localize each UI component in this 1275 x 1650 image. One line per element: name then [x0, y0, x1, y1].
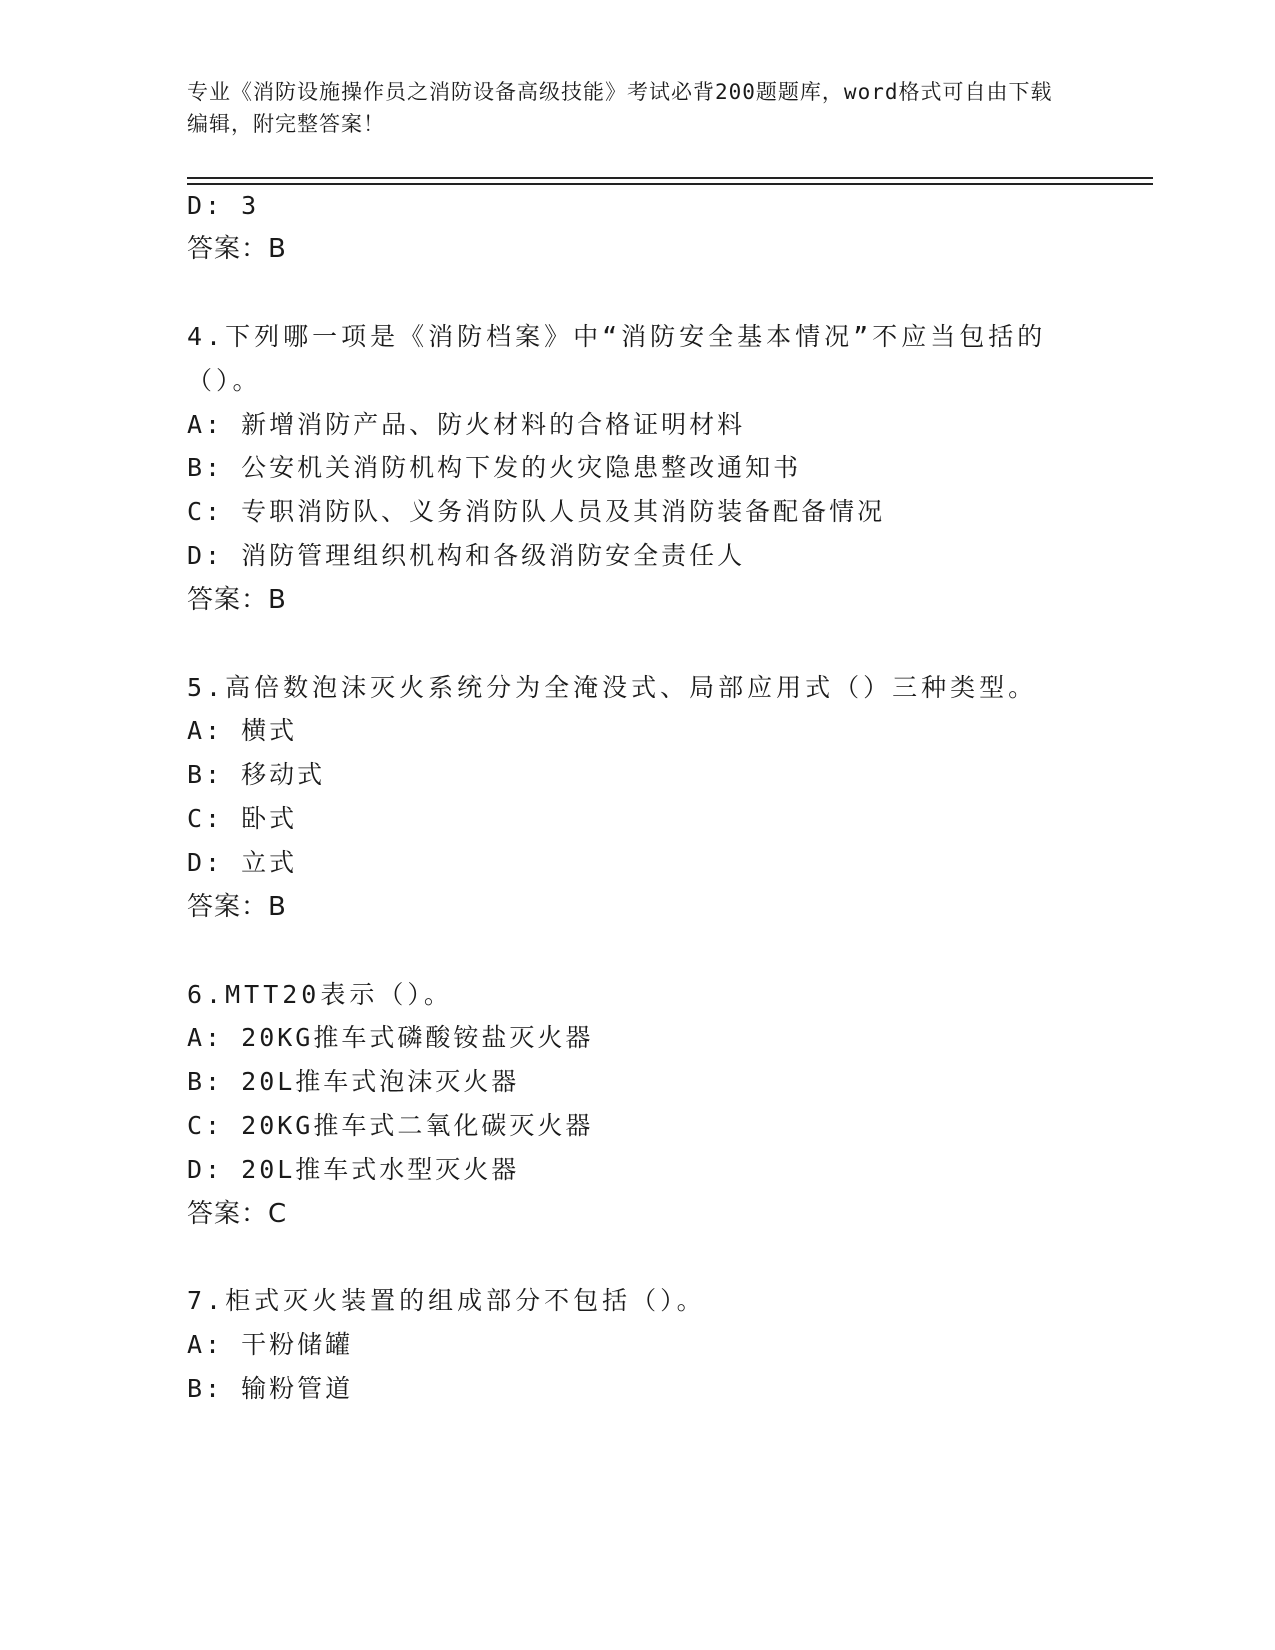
header-divider-bottom: [187, 183, 1153, 185]
header-divider-top: [187, 177, 1153, 179]
question-6-option-b: B: 20L推车式泡沫灭火器: [187, 1067, 520, 1096]
question-5-answer: 答案：B: [187, 892, 287, 922]
question-6-option-c: C: 20KG推车式二氧化碳灭火器: [187, 1111, 594, 1140]
question-5-option-c: C: 卧式: [187, 804, 298, 833]
question-4-stem-cont: （）。: [187, 366, 262, 395]
question-6-answer: 答案：C: [187, 1199, 288, 1229]
question-6-option-d: D: 20L推车式水型灭火器: [187, 1155, 520, 1184]
answer-line: 答案：B: [187, 234, 287, 264]
question-5-option-a: A: 横式: [187, 716, 298, 745]
question-4-stem: 4.下列哪一项是《消防档案》中“消防安全基本情况”不应当包括的: [187, 322, 1047, 351]
document-header: 专业《消防设施操作员之消防设备高级技能》考试必背200题题库，word格式可自由下载编辑，附完整答案！: [187, 80, 1053, 136]
option-d: D: 3: [187, 191, 260, 220]
question-5-stem: 5.高倍数泡沫灭火系统分为全淹没式、局部应用式（）三种类型。: [187, 673, 1038, 702]
question-5-option-d: D: 立式: [187, 848, 298, 877]
question-4-answer: 答案：B: [187, 585, 287, 615]
question-6-option-a: A: 20KG推车式磷酸铵盐灭火器: [187, 1023, 594, 1052]
question-4-option-b: B: 公安机关消防机构下发的火灾隐患整改通知书: [187, 453, 802, 482]
question-7-option-b: B: 输粉管道: [187, 1374, 354, 1403]
question-7-option-a: A: 干粉储罐: [187, 1330, 354, 1359]
question-7-stem: 7.柜式灭火装置的组成部分不包括（）。: [187, 1286, 706, 1315]
question-5-option-b: B: 移动式: [187, 760, 326, 789]
question-4-option-d: D: 消防管理组织机构和各级消防安全责任人: [187, 541, 746, 570]
question-6-stem: 6.MTT20表示（）。: [187, 980, 453, 1009]
question-4-option-c: C: 专职消防队、义务消防队人员及其消防装备配备情况: [187, 497, 886, 526]
question-4-option-a: A: 新增消防产品、防火材料的合格证明材料: [187, 410, 746, 439]
